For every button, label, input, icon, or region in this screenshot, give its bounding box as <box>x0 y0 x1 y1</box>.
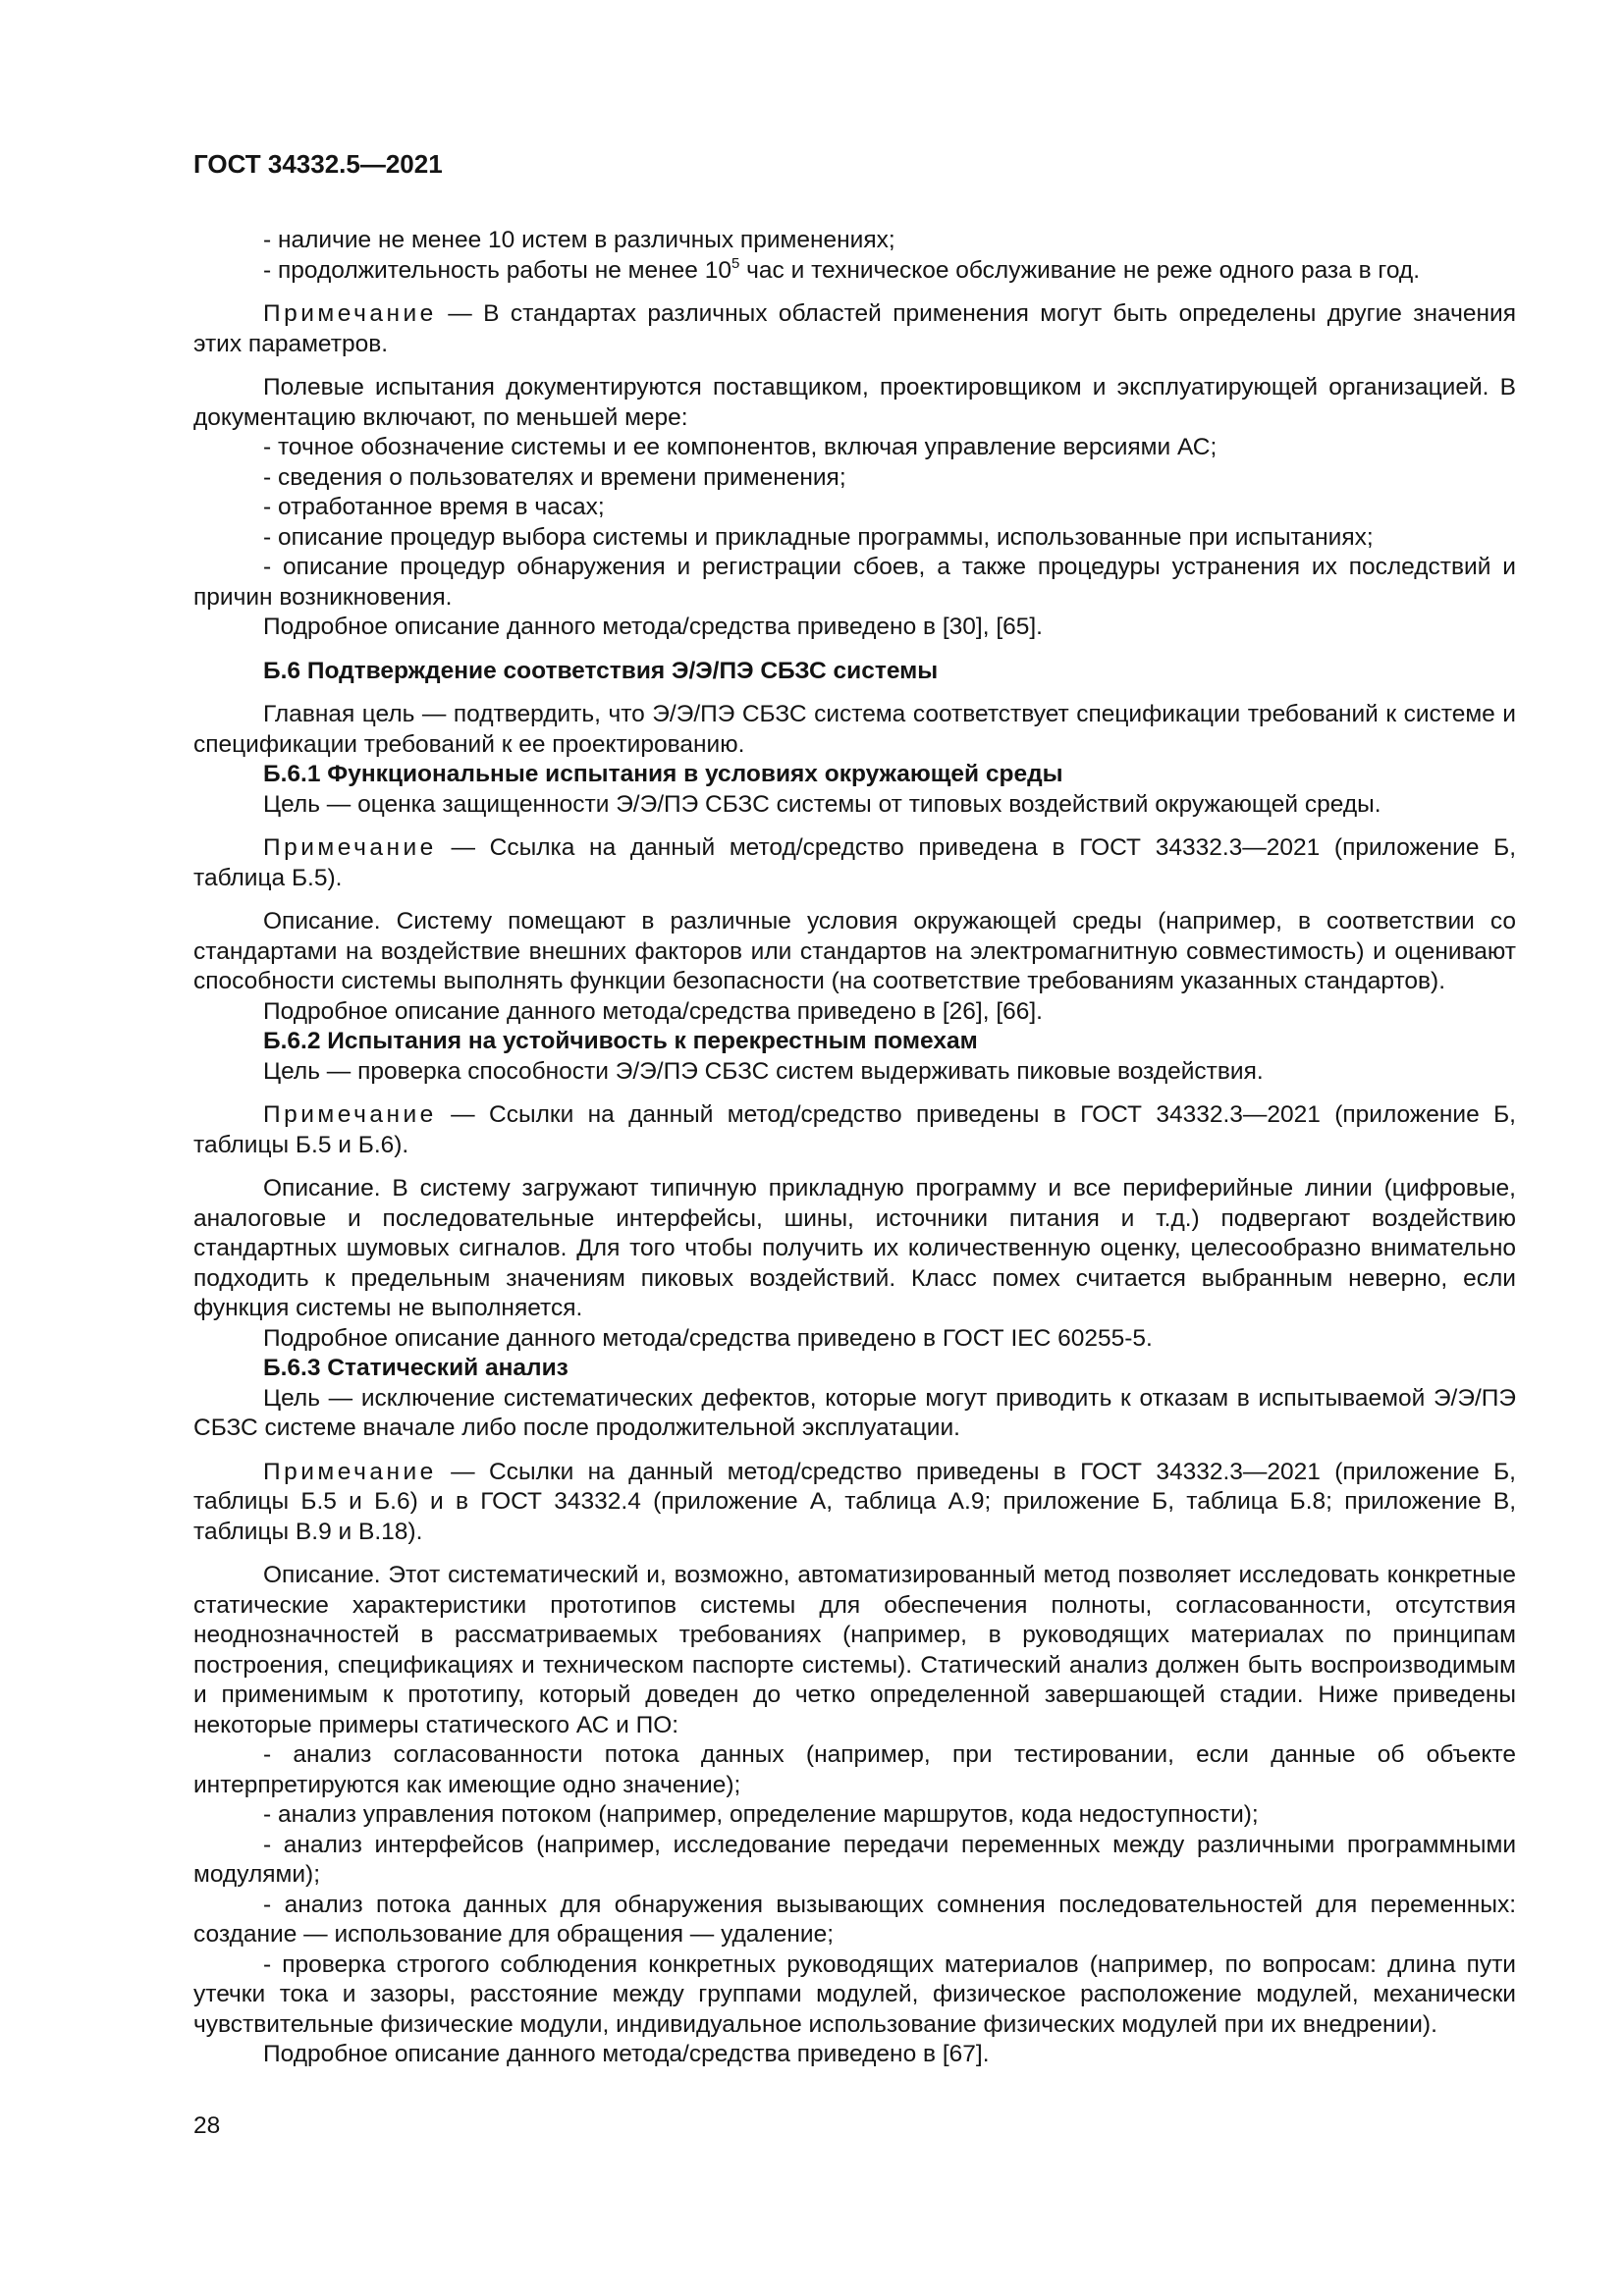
paragraph: Подробное описание данного метода/средства приведено в [67]. <box>263 2041 990 2067</box>
note: Примечание — В стандартах различных областей применения могут быть определены другие значения этих параметров. <box>193 300 1516 357</box>
section-heading: Б.6.3 Статический анализ <box>263 1355 568 1381</box>
list-item: - анализ согласованности потока данных (например, при тестировании, если данные об объекте интерпретируются как имеющие одно значение); <box>193 1741 1516 1798</box>
note: Примечание — Ссылка на данный метод/средство приведена в ГОСТ 34332.3—2021 (приложение Б, таблица Б.5). <box>193 834 1516 891</box>
paragraph: Полевые испытания документируются поставщиком, проектировщиком и эксплуатирующей организацией. В документацию включают, по меньшей мере: <box>193 374 1516 431</box>
paragraph: - наличие не менее 10 истем в различных применениях; <box>263 227 895 253</box>
note-label: Примечание <box>263 834 437 861</box>
note: Примечание — Ссылки на данный метод/средство приведены в ГОСТ 34332.3—2021 (приложение Б, таблицы Б.5 и Б.6) и в ГОСТ 34332.4 (приложение А, таблица А.9; приложение Б, таблица Б.8; приложение В, таблицы В.9 и В.18). <box>193 1458 1516 1545</box>
section-heading: Б.6 Подтверждение соответствия Э/Э/ПЭ СБЗС системы <box>263 657 939 684</box>
note-label: Примечание <box>263 1458 437 1485</box>
list-item: - проверка строгого соблюдения конкретных руководящих материалов (например, по вопросам: длина пути утечки тока и зазоры, расстояние между группами модулей, физическое расположение модулей, механически чувствительные физические модули, индивидуальное использование физических модулей при их внедрении). <box>193 1950 1516 2038</box>
paragraph: Описание. Этот систематический и, возможно, автоматизированный метод позволяет исследовать конкретные статические характеристики прототипов системы для обеспечения полноты, согласованности, отсутствия неоднозначностей в рассматриваемых требованиях (например, в руководящих материалах по принципам построения, спецификациях и техническом паспорте системы). Статический анализ должен быть воспроизводимым и применимым к прототипу, который доведен до четко определенной завершающей стадии. Ниже приведены некоторые примеры статического АС и ПО: <box>193 1562 1516 1738</box>
paragraph: Описание. Систему помещают в различные условия окружающей среды (например, в соответствии со стандартами на воздействие внешних факторов или стандартов на электромагнитную совместимость) и оценивают способности системы выполнять функции безопасности (на соответствие требованиям указанных стандартов). <box>193 908 1516 994</box>
paragraph: Цель — исключение систематических дефектов, которые могут приводить к отказам в испытываемой Э/Э/ПЭ СБЗС системе вначале либо после продолжительной эксплуатации. <box>193 1384 1516 1441</box>
paragraph: Подробное описание данного метода/средства приведено в [26], [66]. <box>263 997 1043 1025</box>
document-body <box>193 226 1516 2070</box>
list-item: - точное обозначение системы и ее компонентов, включая управление версиями АС; <box>263 434 1218 460</box>
list-item: - анализ потока данных для обнаружения вызывающих сомнения последовательностей для переменных: создание — использование для обращения — удаление; <box>193 1891 1516 1948</box>
superscript: 5 <box>731 254 740 272</box>
list-item: - сведения о пользователях и времени применения; <box>263 463 846 491</box>
paragraph: Цель — проверка способности Э/Э/ПЭ СБЗС систем выдерживать пиковые воздействия. <box>263 1057 1264 1085</box>
paragraph: Главная цель — подтвердить, что Э/Э/ПЭ СБЗС система соответствует спецификации требований к системе и спецификации требований к ее проектированию. <box>193 701 1516 758</box>
page-number: 28 <box>193 2112 221 2139</box>
list-item: - описание процедур обнаружения и регистрации сбоев, а также процедуры устранения их последствий и причин возникновения. <box>193 554 1516 611</box>
list-item: - анализ интерфейсов (например, исследование передачи переменных между различными программными модулями); <box>193 1831 1516 1888</box>
note: Примечание — Ссылки на данный метод/средство приведены в ГОСТ 34332.3—2021 (приложение Б, таблицы Б.5 и Б.6). <box>193 1101 1516 1158</box>
document-header: ГОСТ 34332.5—2021 <box>193 149 443 179</box>
paragraph: Подробное описание данного метода/средства приведено в [30], [65]. <box>263 614 1043 640</box>
note-label: Примечание <box>263 1101 437 1128</box>
paragraph: Подробное описание данного метода/средства приведено в ГОСТ IEC 60255-5. <box>263 1324 1153 1352</box>
section-heading: Б.6.1 Функциональные испытания в условиях окружающей среды <box>263 761 1063 787</box>
list-item: - анализ управления потоком (например, определение маршрутов, кода недоступности); <box>263 1801 1259 1828</box>
paragraph: Описание. В систему загружают типичную прикладную программу и все периферийные линии (цифровые, аналоговые и последовательные интерфейсы, шины, источники питания и т.д.) подвергают воздействию стандартных шумовых сигналов. Для того чтобы получить их количественную оценку, целесообразно внимательно подходить к предельным значениям пиковых воздействий. Класс помех считается выбранным неверно, если функция системы не выполняется. <box>193 1175 1516 1321</box>
paragraph: Цель — оценка защищенности Э/Э/ПЭ СБЗС системы от типовых воздействий окружающей среды. <box>263 790 1381 818</box>
list-item: - описание процедур выбора системы и прикладные программы, использованные при испытаниях; <box>263 523 1374 551</box>
list-item: - отработанное время в часах; <box>263 494 605 520</box>
paragraph: - продолжительность работы не менее $10^5$ час и техническое обслуживание не реже одного раза в год. <box>263 254 1421 284</box>
note-label: Примечание <box>263 300 437 327</box>
section-heading: Б.6.2 Испытания на устойчивость к перекрестным помехам <box>263 1028 978 1054</box>
